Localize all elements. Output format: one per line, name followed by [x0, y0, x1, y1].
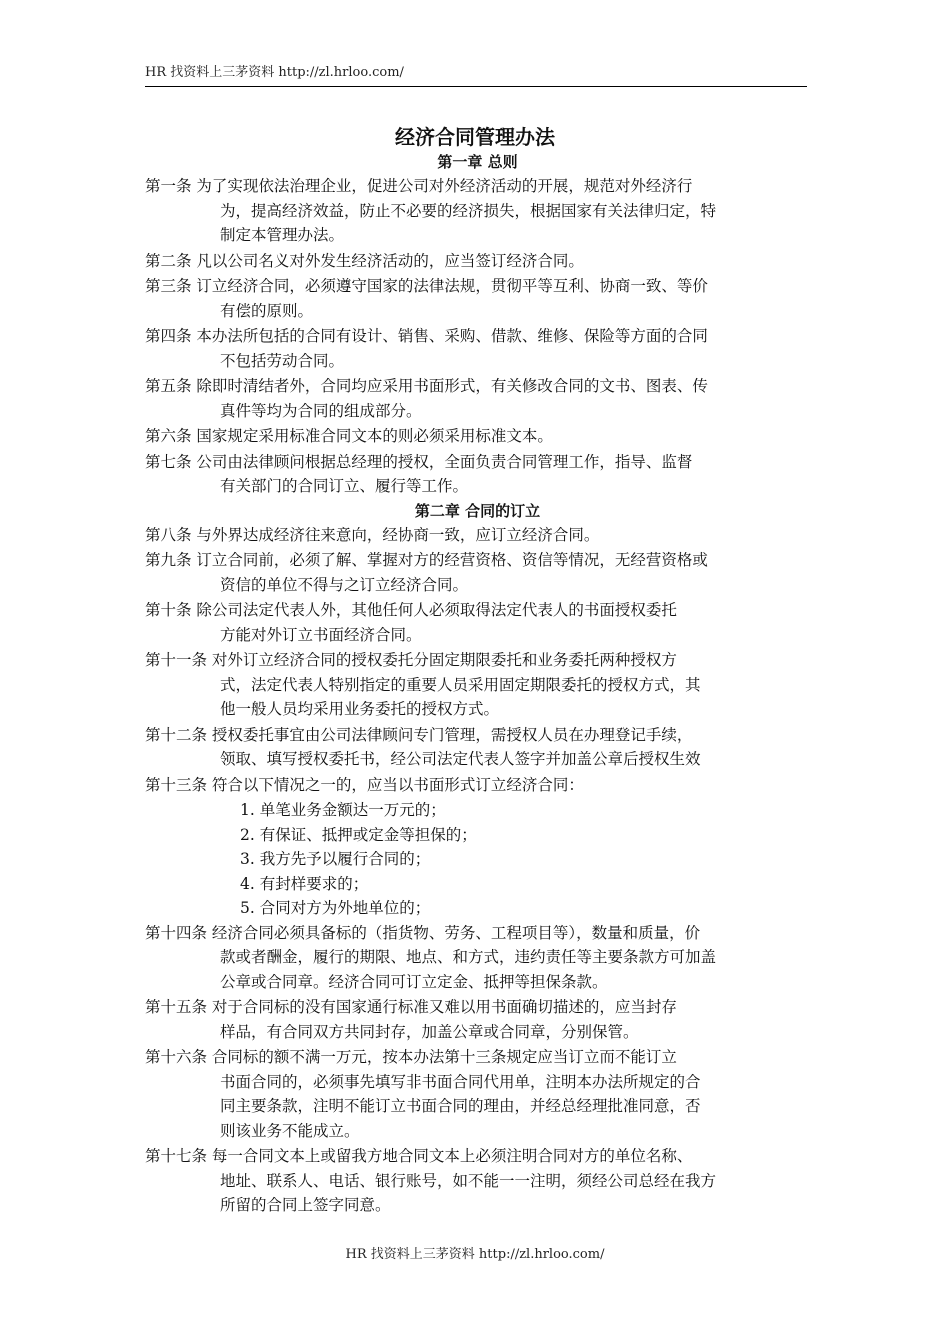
clause-line: 第七条 公司由法律顾问根据总经理的授权，全面负责合同管理工作，指导、监督: [145, 452, 693, 471]
clause-line: 有关部门的合同订立、履行等工作。: [220, 477, 469, 495]
clause-line: 第十二条 授权委托事宜由公司法律顾问专门管理，需授权人员在办理登记手续，: [145, 725, 693, 744]
clause: [145, 723, 810, 772]
clause-line: 方能对外订立书面经济合同。: [220, 625, 422, 644]
chapter-2-clauses-a: [145, 523, 810, 798]
clause-line: 他一般人员均采用业务委托的授权方式。: [220, 700, 500, 718]
document-title: 经济合同管理办法: [395, 125, 555, 149]
clause-line: 地址、联系人、电话、银行账号，如不能一一注明，须经公司总经在我方: [220, 1171, 717, 1190]
clause-line: 式，法定代表人特别指定的重要人员采用固定期限委托的授权方式，其: [220, 675, 701, 694]
list-item: 1. 单笔业务金额达一万元的；: [240, 801, 446, 819]
clause-13-subitems: [145, 798, 810, 921]
list-item: 5. 合同对方为外地单位的；: [240, 899, 431, 917]
chapter-2-clauses-b: [145, 921, 810, 1218]
list-item: 4. 有封样要求的；: [240, 874, 369, 893]
clause-line: 第十条 除公司法定代表人外，其他任何人必须取得法定代表人的书面授权委托: [145, 601, 677, 619]
clause-line: 制定本管理办法。: [220, 226, 345, 244]
clause: [145, 374, 810, 423]
clause-line: 第十三条 符合以下情况之一的，应当以书面形式订立经济合同：: [145, 775, 584, 794]
clause: [145, 773, 810, 798]
clause: [145, 424, 810, 449]
clause-line: 真件等均为合同的组成部分。: [220, 401, 422, 420]
clause-line: 样品，有合同双方共同封存，加盖公章或合同章，分别保管。: [220, 1022, 639, 1041]
chapter-1-heading: 第一章 总则: [437, 153, 518, 171]
list-item: 2. 有保证、抵押或定金等担保的；: [240, 825, 477, 844]
clause: [145, 324, 810, 373]
chapter-2-heading: 第二章 合同的订立: [414, 501, 541, 520]
clause-line: 第八条 与外界达成经济往来意向，经协商一致，应订立经济合同。: [145, 525, 600, 544]
clause-line: 第十四条 经济合同必须具备标的（指货物、劳务、工程项目等），数量和质量，价: [145, 923, 701, 942]
clause: [145, 523, 810, 548]
clause-line: 领取、填写授权委托书，经公司法定代表人签字并加盖公章后授权生效: [220, 750, 701, 768]
clause-line: 第四条 本办法所包括的合同有设计、销售、采购、借款、维修、保险等方面的合同: [145, 327, 708, 345]
clause-line: 同主要条款，注明不能订立书面合同的理由，并经总经理批准同意，否: [220, 1097, 701, 1115]
clause-line: 公章或合同章。经济合同可订立定金、抵押等担保条款。: [220, 972, 608, 991]
clause-line: 书面合同的，必须事先填写非书面合同代用单，注明本办法所规定的合: [220, 1072, 701, 1091]
clause: [145, 548, 810, 597]
page-footer: HR 找资料上三茅资料 http://zl.hrloo.com/: [345, 1247, 605, 1262]
clause-line: 第一条 为了实现依法治理企业，促进公司对外经济活动的开展，规范对外经济行: [145, 177, 693, 195]
clause-line: 第三条 订立经济合同，必须遵守国家的法律法规，贯彻平等互利、协商一致、等价: [145, 277, 708, 295]
clause: [145, 921, 810, 995]
chapter-1-clauses: [145, 174, 810, 499]
clause: [145, 174, 810, 248]
clause: [145, 1045, 810, 1143]
clause: [145, 249, 810, 274]
clause-line: 则该业务不能成立。: [220, 1121, 360, 1140]
clause-line: 有偿的原则。: [220, 301, 314, 320]
page-header: HR 找资料上三茅资料 http://zl.hrloo.com/: [145, 65, 404, 80]
document-body: [145, 150, 810, 1219]
clause-line: 第二条 凡以公司名义对外发生经济活动的，应当签订经济合同。: [145, 251, 584, 270]
clause: [145, 274, 810, 323]
clause: [145, 598, 810, 647]
clause-line: 不包括劳动合同。: [220, 351, 345, 370]
clause-line: 为，提高经济效益，防止不必要的经济损失，根据国家有关法律归定，特: [220, 201, 717, 220]
clause: [145, 648, 810, 722]
clause-line: 第九条 订立合同前，必须了解、掌握对方的经营资格、资信等情况，无经营资格或: [145, 551, 708, 569]
clause-line: 第五条 除即时清结者外，合同均应采用书面形式，有关修改合同的文书、图表、传: [145, 377, 708, 395]
clause-line: 第十七条 每一合同文本上或留我方地合同文本上必须注明合同对方的单位名称、: [145, 1147, 693, 1165]
clause-line: 所留的合同上签字同意。: [220, 1196, 391, 1214]
list-item: 3. 我方先予以履行合同的；: [240, 850, 431, 868]
header-rule: [145, 86, 807, 87]
clause: [145, 995, 810, 1044]
clause-line: 款或者酬金，履行的期限、地点、和方式，违约责任等主要条款方可加盖: [220, 948, 717, 966]
clause-line: 第十一条 对外订立经济合同的授权委托分固定期限委托和业务委托两种授权方: [145, 651, 677, 669]
clause-line: 第十六条 合同标的额不满一万元，按本办法第十三条规定应当订立而不能订立: [145, 1048, 677, 1066]
clause-line: 资信的单位不得与之订立经济合同。: [220, 575, 469, 594]
clause: [145, 1144, 810, 1218]
clause: [145, 450, 810, 499]
clause-line: 第十五条 对于合同标的没有国家通行标准又难以用书面确切描述的，应当封存: [145, 998, 677, 1016]
clause-line: 第六条 国家规定采用标准合同文本的则必须采用标准文本。: [145, 427, 553, 445]
